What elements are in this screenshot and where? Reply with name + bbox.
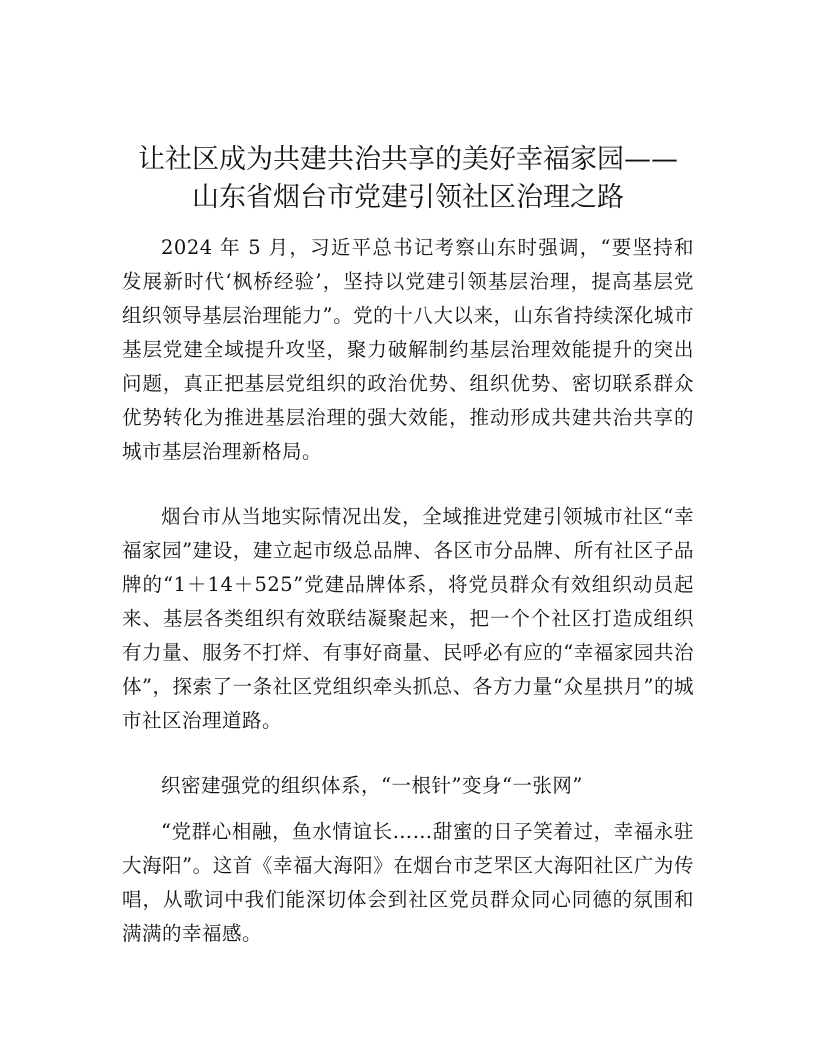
section-heading: 织密建强党的组织体系，“一根针”变身“一张网” — [161, 774, 583, 797]
paragraph-dahaiyang: “党群心相融，鱼水情谊长……甜蜜的日子笑着过，幸福永驻大海阳”。这首《幸福大海阳》在烟台市芝罘区大海阳社区广为传唱，从歌词中我们能深切体会到社区党员群众同心同德的氛围和满满的幸福感。 — [122, 820, 694, 945]
document-title-line-1: 让社区成为共建共治共享的美好幸福家园—— — [138, 144, 678, 175]
paragraph-intro: 2024 年 5 月，习近平总书记考察山东时强调，“要坚持和发展新时代‘枫桥经验’，坚持以党建引领基层治理，提高基层党组织领导基层治理能力”。党的十八大以来，山东省持续深化城市基层党建全域提升攻坚，聚力破解制约基层治理效能提升的突出问题，真正把基层党组织的政治优势、组织优势、密切联系群众优势转化为推进基层治理的强大效能，推动形成共建共治共享的城市基层治理新格局。 — [122, 236, 694, 463]
paragraph-yantai-approach: 烟台市从当地实际情况出发，全域推进党建引领城市社区“幸福家园”建设，建立起市级总品牌、各区市分品牌、所有社区子品牌的“1＋14＋525”党建品牌体系，将党员群众有效组织动员起来、基层各类组织有效联结凝聚起来，把一个个社区打造成组织有力量、服务不打烊、有事好商量、民呼必有应的“幸福家园共治体”，探索了一条社区党组织牵头抓总、各方力量“众星拱月”的城市社区治理道路。 — [122, 505, 694, 732]
document-title-line-2: 山东省烟台市党建引领社区治理之路 — [192, 182, 624, 213]
